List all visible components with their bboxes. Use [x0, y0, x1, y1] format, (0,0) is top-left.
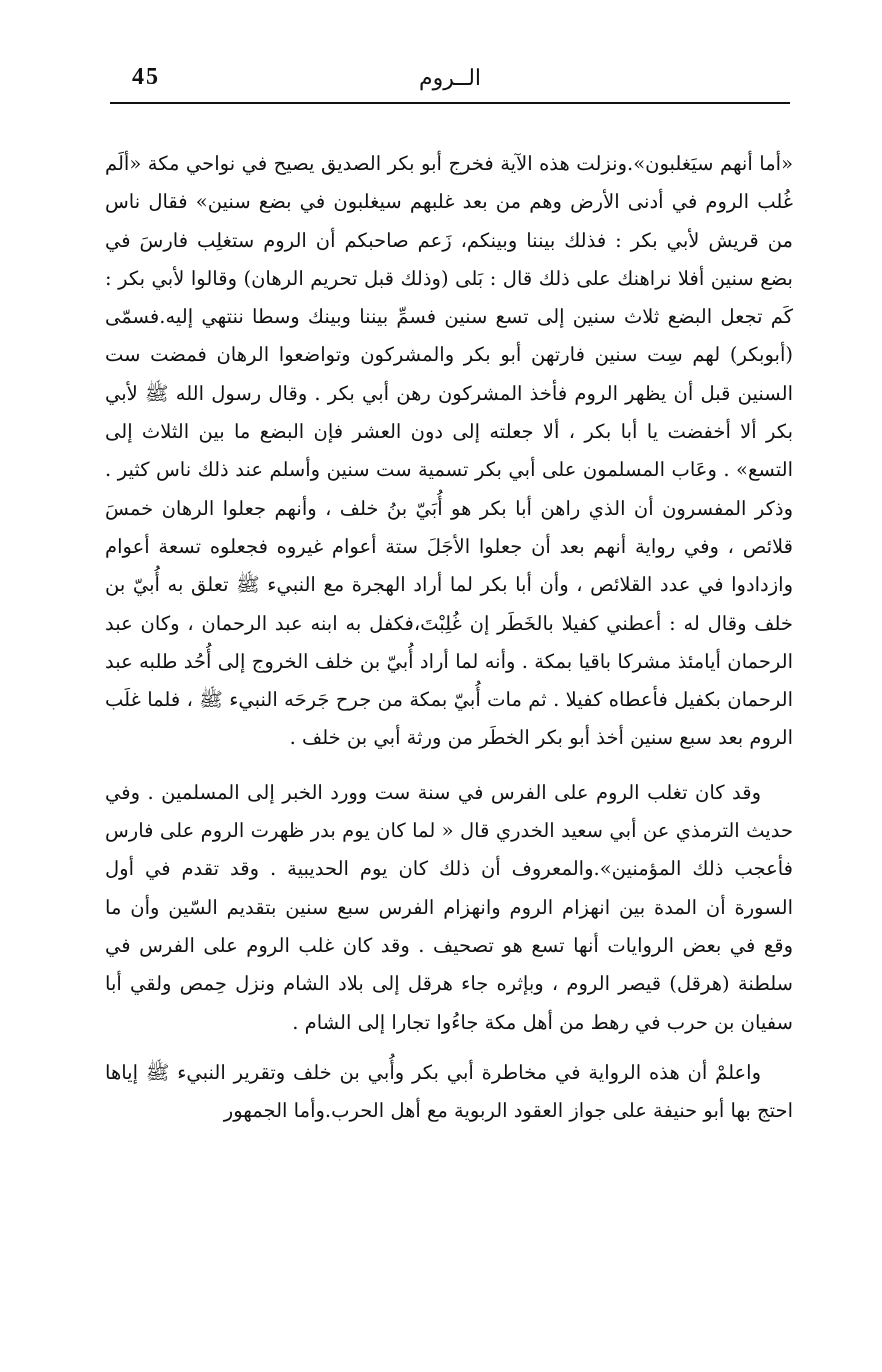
page-number: 45 [132, 64, 160, 90]
running-title: الــروم [418, 66, 482, 91]
paragraph-1: «أما أنهم سيَغلبون».ونزلت هذه الآية فخرج أبو بكر الصديق يصيح في نواحي مكة «ألَم غُلب الروم في أدنى الأرض وهم من بعد غلبهم سيغلبون في بضع سنين» فقال ناس من قريش لأبي بكر : فذلك بيننا وبينكم، زَعم صاحبكم أن الروم ستغلِب فارسَ في بضع سنين أفلا نراهنك على ذلك قال : بَلى (وذلك قبل تحريم الرهان) وقالوا لأبي بكر : كَم تجعل البضع ثلاث سنين إلى تسع سنين فسمِّ بيننا وبينك وسطا ننتهي إليه.فسمّى (أبوبكر) لهم سِت سنين فارتهن أبو بكر والمشركون وتواضعوا الرهان فمضت ست السنين قبل أن يظهر الروم فأخذ المشركون رهن أبي بكر . وقال رسول الله ﷺ لأبي بكر ألا أخفضت يا أبا بكر ، ألا جعلته إلى دون العشر فإن البضع ما بين الثلاث إلى التسع» . وعَاب المسلمون على أبي بكر تسمية ست سنين وأسلم عند ذلك ناس كثير . وذكر المفسرون أن الذي راهن أبا بكر هو أُبَيّ بنُ خلف ، وأنهم جعلوا الرهان خمسَ قلائص ، وفي رواية أنهم بعد أن جعلوا الأجَلَ ستة أعوام غيروه فجعلوه تسعة أعوام وازدادوا في عدد القلائص ، وأن أبا بكر لما أراد الهجرة مع النبيء ﷺ تعلق به أُبيّ بن خلف وقال له : أعطني كفيلا بالخَطَر إن غُلِبْتَ،فكفل به ابنه عبد الرحمان ، وكان عبد الرحمان أيامئذ مشركا باقيا بمكة . وأنه لما أراد أُبيّ بن خلف الخروج إلى أُحُد طلبه عبد الرحمان بكفيل فأعطاه كفيلا . ثم مات أُبيّ بمكة من جرح جَرحَه النبيء ﷺ ، فلما غلَب الروم بعد سبع سنين أخذ أبو بكر الخطَر من ورثة أبي بن خلف . [105, 152, 793, 750]
page-header [110, 58, 790, 104]
paragraph-2: وقد كان تغلب الروم على الفرس في سنة ست وورد الخبر إلى المسلمين . وفي حديث الترمذي عن أبي سعيد الخدري قال « لما كان يوم بدر ظهرت الروم على فارس فأعجب ذلك المؤمنين».والمعروف أن ذلك كان يوم الحديبية . وقد تقدم في أول السورة أن المدة بين انهزام الروم وانهزام الفرس سبع سنين بتقديم السّين وأن ما وقع في بعض الروايات أنها تسع هو تصحيف . وقد كان غلب الروم على الفرس في سلطنة (هرقل) قيصر الروم ، وبإثره جاء هرقل إلى بلاد الشام ونزل حِمص ولقي أبا سفيان بن حرب في رهط من أهل مكة جاءُوا تجارا إلى الشام . [105, 780, 793, 1034]
body-text [105, 145, 793, 1130]
paragraph-3: واعلمْ أن هذه الرواية في مخاطرة أبي بكر وأُبي بن خلف وتقرير النبيء ﷺ إياها احتج بها أبو حنيفة على جواز العقود الربوية مع أهل الحرب.وأما الجمهور [105, 1060, 793, 1123]
